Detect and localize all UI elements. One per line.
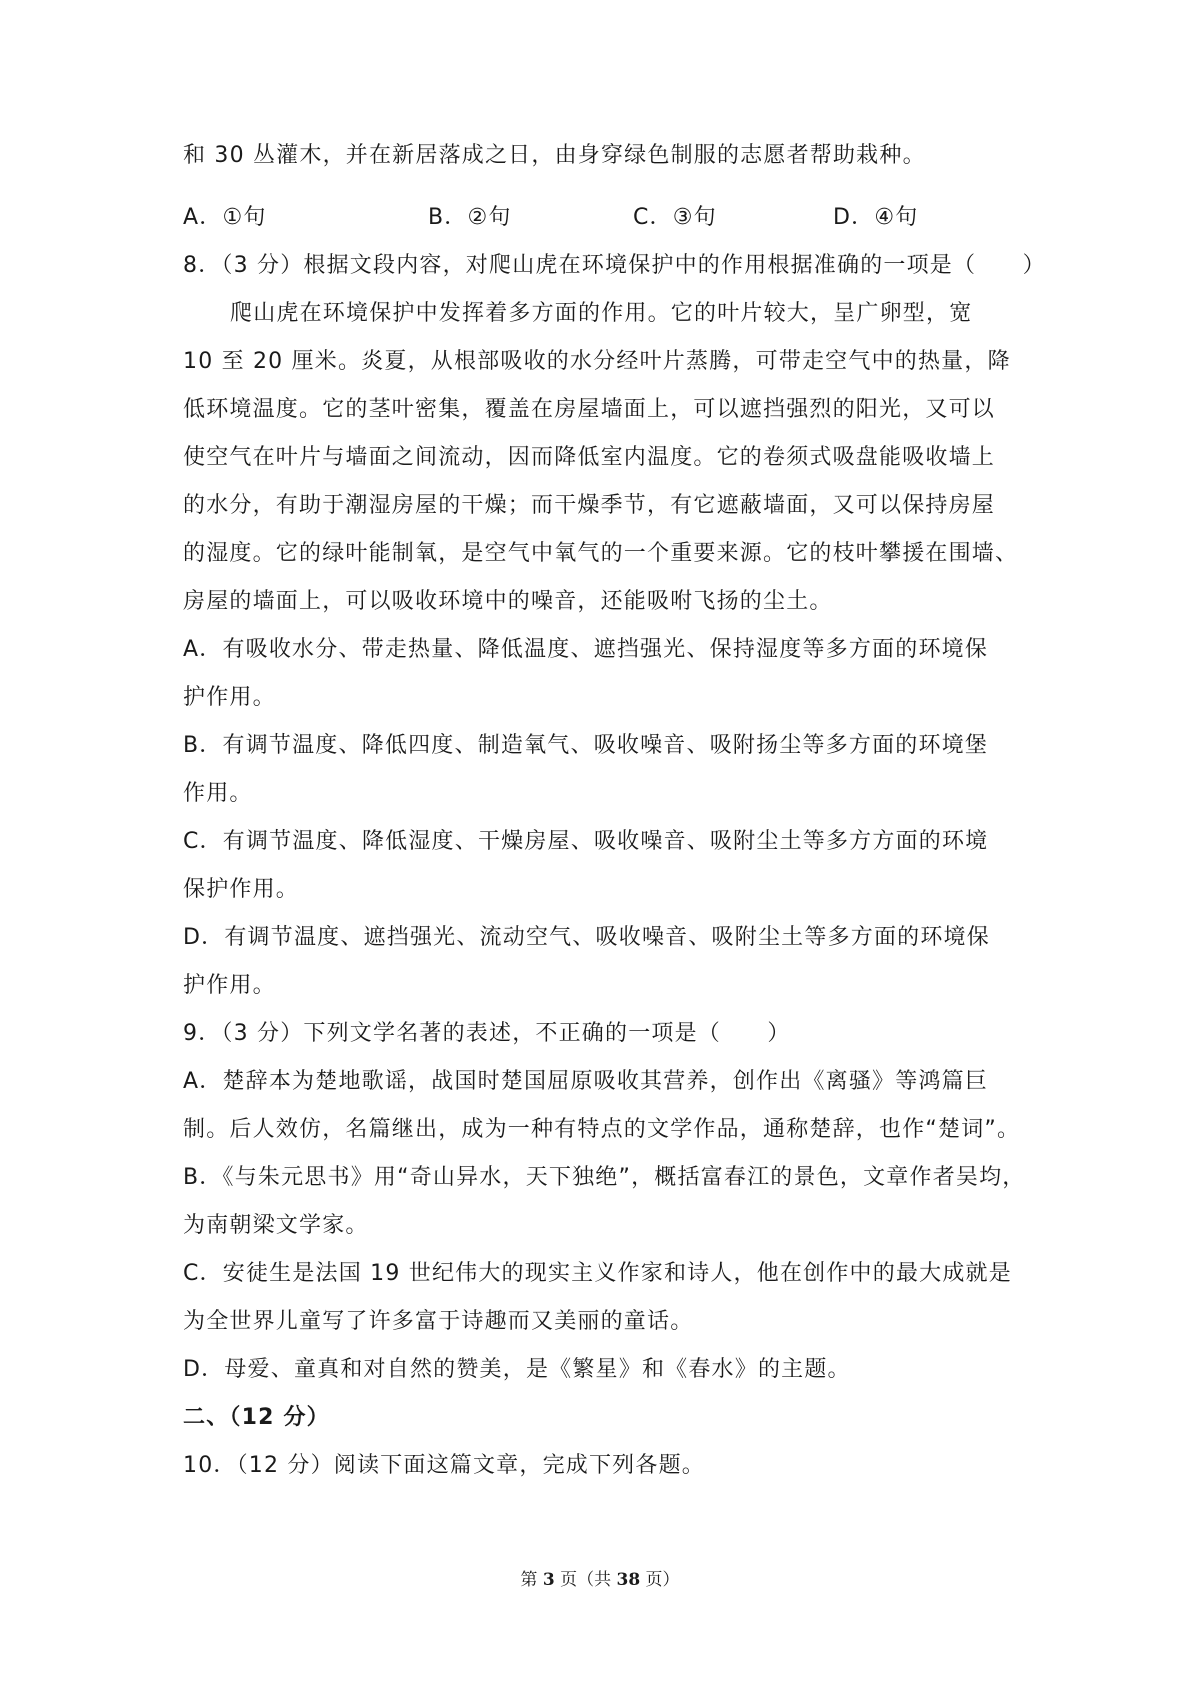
q7-option-b: B．②句: [428, 205, 512, 230]
q8-passage-line: 使空气在叶片与墙面之间流动，因而降低室内温度。它的卷须式吸盘能吸收墙上: [183, 445, 996, 470]
q8-option-a: A．有吸收水分、带走热量、降低温度、遮挡强光、保持湿度等多方面的环境保: [183, 637, 989, 662]
footer-page-number: 3: [542, 1570, 555, 1590]
q7-text-continuation: 和 30 丛灌木，并在新居落成之日，由身穿绿色制服的志愿者帮助栽种。: [183, 143, 926, 168]
q10-stem: 10．（12 分）阅读下面这篇文章，完成下列各题。: [183, 1453, 705, 1478]
q8-option-d-cont: 护作用。: [183, 973, 276, 998]
q8-passage-line: 的湿度。它的绿叶能制氧，是空气中氧气的一个重要来源。它的枝叶攀援在围墙、: [183, 541, 1019, 566]
footer-total-pages: 38: [616, 1570, 641, 1590]
q8-passage-line: 低环境温度。它的茎叶密集，覆盖在房屋墙面上，可以遮挡强烈的阳光，又可以: [183, 397, 996, 422]
q8-passage-line: 房屋的墙面上，可以吸收环境中的噪音，还能吸咐飞扬的尘土。: [183, 589, 833, 614]
q9-option-c: C．安徒生是法国 19 世纪伟大的现实主义作家和诗人，他在创作中的最大成就是: [183, 1261, 1012, 1286]
q7-option-c: C．③句: [633, 205, 717, 230]
q9-stem: 9．（3 分）下列文学名著的表述，不正确的一项是（ ）: [183, 1021, 791, 1046]
q8-option-a-cont: 护作用。: [183, 685, 276, 710]
q8-option-b: B．有调节温度、降低四度、制造氧气、吸收噪音、吸附扬尘等多方面的环境堡: [183, 733, 989, 758]
section-heading: 二、（12 分）: [183, 1405, 330, 1430]
q7-options: [183, 203, 983, 233]
q8-passage-line: 的水分，有助于潮湿房屋的干燥；而干燥季节，有它遮蔽墙面，又可以保持房屋: [183, 493, 996, 518]
q9-option-b-cont: 为南朝梁文学家。: [183, 1213, 369, 1238]
q8-passage-line: 爬山虎在环境保护中发挥着多方面的作用。它的叶片较大，呈广卵型，宽: [230, 301, 973, 326]
footer-middle: 页（共: [554, 1570, 617, 1590]
q8-stem: 8．（3 分）根据文段内容，对爬山虎在环境保护中的作用根据准确的一项是（ ）: [183, 253, 1046, 278]
q9-option-d: D．母爱、童真和对自然的赞美，是《繁星》和《春水》的主题。: [183, 1357, 851, 1382]
page-footer: [0, 1568, 1200, 1592]
q8-option-d: D．有调节温度、遮挡强光、流动空气、吸收噪音、吸附尘土等多方面的环境保: [183, 925, 990, 950]
q9-option-b: B．《与朱元思书》用“奇山异水，天下独绝”，概括富春江的景色，文章作者吴均，: [183, 1165, 1026, 1190]
q8-option-c: C．有调节温度、降低湿度、干燥房屋、吸收噪音、吸附尘土等多方方面的环境: [183, 829, 989, 854]
q8-option-b-cont: 作用。: [183, 781, 253, 806]
q7-option-d: D．④句: [833, 205, 919, 230]
q9-option-a: A．楚辞本为楚地歌谣，战国时楚国屈原吸收其营养，创作出《离骚》等鸿篇巨: [183, 1069, 989, 1094]
q8-option-c-cont: 保护作用。: [183, 877, 300, 902]
q9-option-c-cont: 为全世界儿童写了许多富于诗趣而又美丽的童话。: [183, 1309, 694, 1334]
footer-suffix: 页）: [640, 1570, 680, 1590]
q8-passage-line: 10 至 20 厘米。炎夏，从根部吸收的水分经叶片蒸腾，可带走空气中的热量，降: [183, 349, 1011, 374]
footer-prefix: 第: [520, 1570, 543, 1590]
q7-option-a: A．①句: [183, 205, 267, 230]
q9-option-a-cont: 制。后人效仿，名篇继出，成为一种有特点的文学作品，通称楚辞，也作“楚词”。: [183, 1117, 1021, 1142]
